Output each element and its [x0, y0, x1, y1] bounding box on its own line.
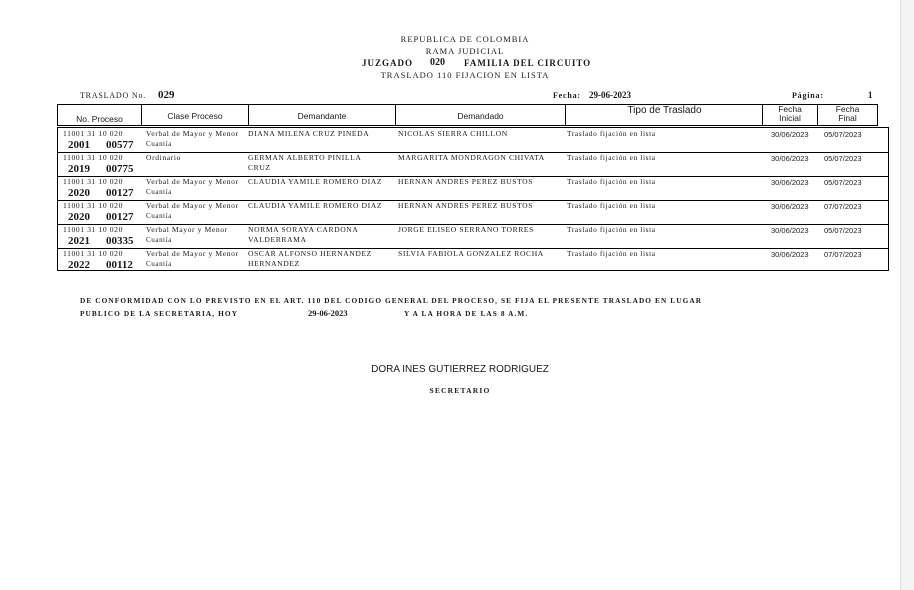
column-no-proceso-label: No. Proceso	[76, 114, 123, 124]
process-year: 2021	[68, 235, 90, 247]
column-fecha-inicial	[762, 104, 818, 126]
process-code: 11001 31 10 020	[63, 249, 123, 258]
clase-proceso-cont: Cuantía	[146, 140, 172, 148]
clase-proceso-cont: Cuantía	[146, 212, 172, 220]
signature-name: DORA INES GUTIERREZ RODRIGUEZ	[371, 364, 549, 375]
fecha-final: 07/07/2023	[824, 250, 862, 259]
demandante: OSCAR ALFONSO HERNANDEZ	[248, 249, 372, 258]
traslado-label: TRASLADO No.	[80, 91, 147, 100]
header-juzgado-name: FAMILIA DEL CIRCUITO	[464, 58, 592, 68]
column-fecha-final	[817, 104, 878, 126]
clase-proceso: Verbal Mayor y Menor	[146, 225, 228, 234]
tipo-traslado: Traslado fijación en lista	[567, 225, 656, 234]
fecha-label: Fecha:	[553, 91, 581, 100]
demandado: HERNAN ANDRES PEREZ BUSTOS	[398, 201, 534, 210]
column-tipo-label: Tipo de Traslado	[627, 105, 702, 116]
fecha-value: 29-06-2023	[589, 90, 631, 100]
header-juzgado-number: 020	[430, 57, 445, 68]
tipo-traslado: Traslado fijación en lista	[567, 249, 656, 258]
column-fecha-final-label: Fecha Final	[835, 104, 860, 123]
column-demandado	[395, 104, 566, 126]
footer-line-2-start: PUBLICO DE LA SECRETARIA, HOY	[80, 309, 239, 318]
demandante-cont: CRUZ	[248, 163, 271, 172]
clase-proceso: Ordinario	[146, 153, 181, 162]
table-row	[58, 201, 888, 225]
row-divider	[58, 176, 888, 177]
process-year: 2022	[68, 259, 90, 271]
column-demandante-label: Demandante	[297, 111, 347, 121]
row-divider	[58, 248, 888, 249]
fecha-inicial: 30/06/2023	[771, 202, 809, 211]
table-row	[58, 153, 888, 177]
process-year: 2019	[68, 163, 90, 175]
clase-proceso-cont: Cuantía	[146, 188, 172, 196]
scrollbar-right[interactable]	[900, 0, 914, 590]
row-divider	[58, 200, 888, 201]
tipo-traslado: Traslado fijación en lista	[567, 129, 656, 138]
fecha-final: 05/07/2023	[824, 130, 862, 139]
tipo-traslado: Traslado fijación en lista	[567, 153, 656, 162]
row-divider	[58, 224, 888, 225]
column-clase-label: Clase Proceso	[167, 111, 223, 121]
column-demandado-label: Demandado	[457, 111, 504, 121]
clase-proceso: Verbal de Mayor y Menor	[146, 177, 239, 186]
process-code: 11001 31 10 020	[63, 153, 123, 162]
table-row	[58, 177, 888, 201]
demandante: DIANA MILENA CRUZ PINEDA	[248, 129, 370, 138]
fecha-final: 05/07/2023	[824, 226, 862, 235]
process-number: 00335	[106, 235, 134, 247]
process-number: 00112	[106, 259, 133, 271]
row-divider	[58, 152, 888, 153]
process-code: 11001 31 10 020	[63, 177, 123, 186]
footer-line-1: DE CONFORMIDAD CON LO PREVISTO EN EL ART. 110 DEL CODIGO GENERAL DEL PROCESO, SE FIJA EL PRESENTE TRASLADO EN LUGAR	[80, 296, 703, 305]
table-row	[58, 225, 888, 249]
demandante: GERMAN ALBERTO PINILLA	[248, 153, 362, 162]
column-tipo-traslado	[565, 104, 763, 126]
clase-proceso-cont: Cuantía	[146, 236, 172, 244]
pagina-label: Página:	[792, 91, 824, 100]
fecha-inicial: 30/06/2023	[771, 178, 809, 187]
column-demandante	[248, 104, 396, 126]
fecha-inicial: 30/06/2023	[771, 250, 809, 259]
tipo-traslado: Traslado fijación en lista	[567, 177, 656, 186]
process-year: 2001	[68, 139, 90, 151]
traslado-table	[57, 127, 889, 271]
table-row	[58, 249, 888, 273]
clase-proceso: Verbal de Mayor y Menor	[146, 201, 239, 210]
traslado-number: 029	[158, 89, 175, 101]
fecha-inicial: 30/06/2023	[771, 226, 809, 235]
pagina-value: 1	[868, 90, 873, 100]
footer-line-2-end: Y A LA HORA DE LAS 8 A.M.	[404, 309, 529, 318]
process-year: 2020	[68, 211, 90, 223]
demandante-cont: VALDERRAMA	[248, 235, 307, 244]
column-clase-proceso	[141, 104, 249, 126]
header-country: REPUBLICA DE COLOMBIA	[400, 34, 530, 44]
demandante: NORMA SORAYA CARDONA	[248, 225, 359, 234]
demandado: JORGE ELISEO SERRANO TORRES	[398, 225, 534, 234]
column-fecha-inicial-label: Fecha Inicial	[778, 104, 802, 123]
footer-date: 29-06-2023	[308, 308, 348, 318]
fecha-final: 05/07/2023	[824, 178, 862, 187]
demandado: MARGARITA MONDRAGON CHIVATA	[398, 153, 545, 162]
demandado: HERNAN ANDRES PEREZ BUSTOS	[398, 177, 534, 186]
process-number: 00577	[106, 139, 134, 151]
process-code: 11001 31 10 020	[63, 225, 123, 234]
demandante-cont: HERNANDEZ	[248, 259, 300, 268]
demandado: NICOLAS SIERRA CHILLON	[398, 129, 508, 138]
fecha-final: 05/07/2023	[824, 154, 862, 163]
header-branch: RAMA JUDICIAL	[425, 46, 505, 56]
process-number: 00127	[106, 211, 134, 223]
process-code: 11001 31 10 020	[63, 129, 123, 138]
demandante: CLAUDIA YAMILE ROMERO DIAZ	[248, 177, 383, 186]
signature-role: SECRETARIO	[429, 386, 491, 395]
process-number: 00775	[106, 163, 134, 175]
fecha-inicial: 30/06/2023	[771, 130, 809, 139]
fecha-inicial: 30/06/2023	[771, 154, 809, 163]
header-subtitle: TRASLADO 110 FIJACION EN LISTA	[380, 70, 550, 80]
clase-proceso-cont: Cuantía	[146, 260, 172, 268]
table-row	[58, 129, 888, 153]
clase-proceso: Verbal de Mayor y Menor	[146, 129, 239, 138]
fecha-final: 07/07/2023	[824, 202, 862, 211]
header-juzgado-label: JUZGADO	[362, 58, 414, 68]
demandado: SILVIA FABIOLA GONZALEZ ROCHA	[398, 249, 544, 258]
demandante: CLAUDIA YAMILE ROMERO DIAZ	[248, 201, 383, 210]
process-year: 2020	[68, 187, 90, 199]
clase-proceso: Verbal de Mayor y Menor	[146, 249, 239, 258]
tipo-traslado: Traslado fijación en lista	[567, 201, 656, 210]
process-number: 00127	[106, 187, 134, 199]
column-no-proceso	[57, 104, 142, 126]
process-code: 11001 31 10 020	[63, 201, 123, 210]
